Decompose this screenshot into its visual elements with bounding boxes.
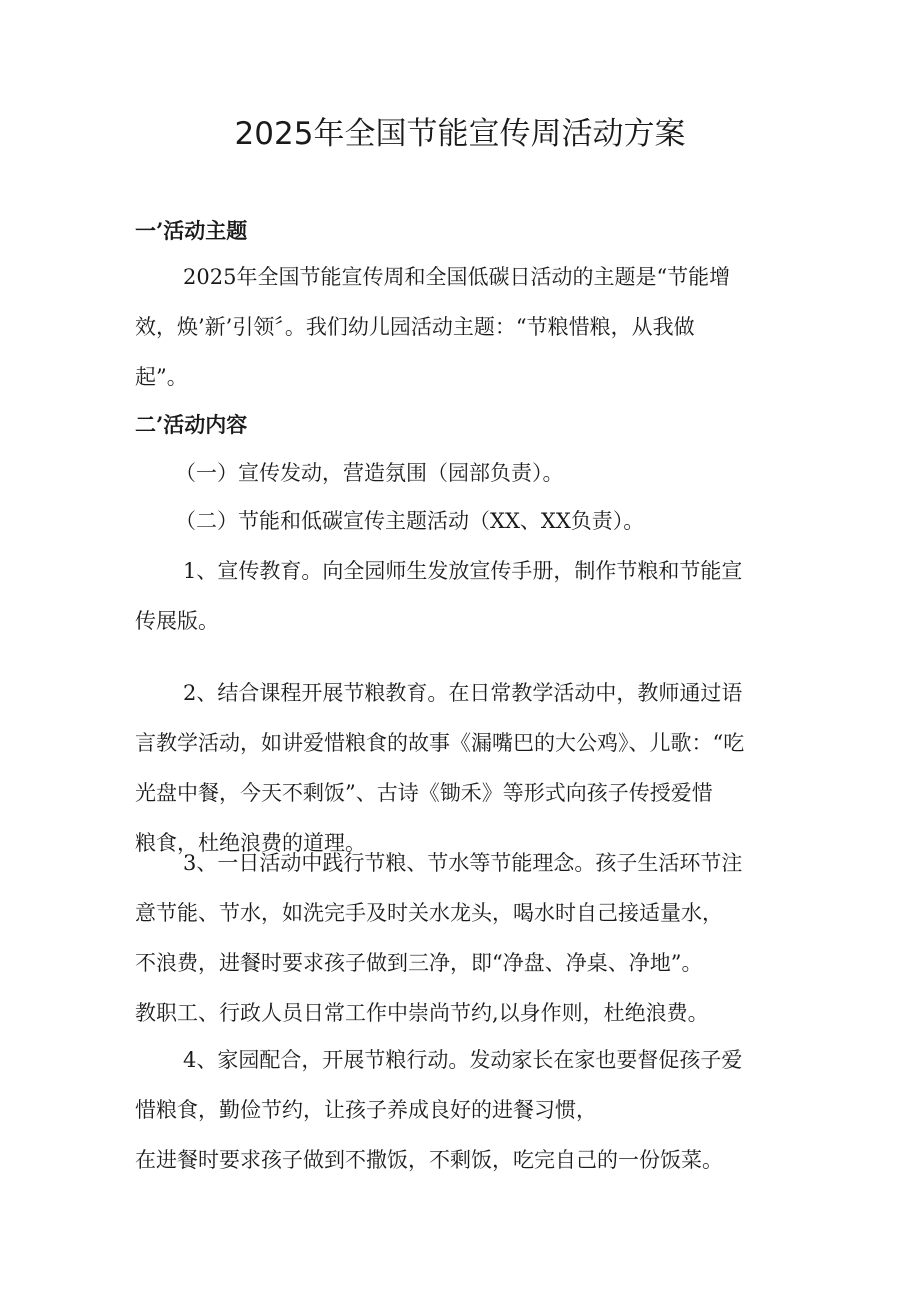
item-publicity: （一）宣传发动，营造氛围（园部负责）。 <box>175 461 564 485</box>
paragraph-line: 传展版。 <box>135 609 219 633</box>
paragraph-line: 3、一日活动中践行节粮、节水等节能理念。孩子生活环节注 <box>183 851 743 875</box>
point-3-paragraph <box>135 838 800 1038</box>
paragraph-line: 起”。 <box>135 365 188 389</box>
section-heading-theme: 一’活动主题 <box>135 218 248 243</box>
paragraph-line: 1、宣传教育。向全园师生发放宣传手册，制作节粮和节能宣 <box>183 559 743 583</box>
paragraph-line: 言教学活动，如讲爱惜粮食的故事《漏嘴巴的大公鸡》、儿歌：“吃 <box>135 731 745 755</box>
paragraph-line: 效，焕’新’引领〞。我们幼儿园活动主题：“节粮惜粮，从我做 <box>135 315 695 339</box>
point-1-paragraph <box>135 546 800 646</box>
paragraph-line: 4、家园配合，开展节粮行动。发动家长在家也要督促孩子爱 <box>183 1048 743 1072</box>
document-title: 2025年全国节能宣传周活动方案 <box>234 116 686 152</box>
paragraph-line: 惜粮食，勤俭节约，让孩子养成良好的进餐习惯， <box>135 1098 597 1122</box>
paragraph-line: 2025年全国节能宣传周和全国低碳日活动的主题是“节能增 <box>183 265 731 289</box>
theme-paragraph <box>135 252 800 402</box>
section-heading-content: 二’活动内容 <box>135 412 248 437</box>
paragraph-line: 光盘中餐，今天不剩饭”、古诗《锄禾》等形式向孩子传授爱惜 <box>135 781 713 805</box>
paragraph-line: 教职工、行政人员日常工作中崇尚节约,以身作则，杜绝浪费。 <box>135 1001 709 1025</box>
item-theme-activity: （二）节能和低碳宣传主题活动（XX、XX负责）。 <box>175 509 645 533</box>
paragraph-line: 粮食，杜绝浪费的道理。 <box>135 831 366 855</box>
paragraph-line: 在进餐时要求孩子做到不撒饭，不剩饭，吃完自己的一份饭菜。 <box>135 1148 723 1172</box>
paragraph-line: 不浪费，进餐时要求孩子做到三净，即“净盘、净桌、净地”。 <box>135 951 703 975</box>
point-4-paragraph <box>135 1035 800 1185</box>
paragraph-line: 意节能、节水，如洗完手及时关水龙头，喝水时自己接适量水， <box>135 901 723 925</box>
paragraph-line: 2、结合课程开展节粮教育。在日常教学活动中，教师通过语 <box>183 681 743 705</box>
